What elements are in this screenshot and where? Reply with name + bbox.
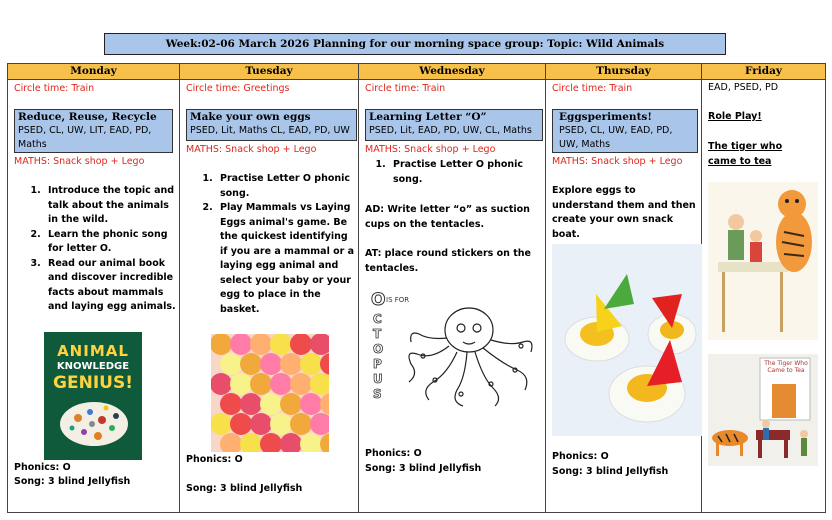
friday-story-title: The tiger who came to tea	[708, 141, 783, 167]
monday-circle-time: Circle time: Train	[14, 83, 95, 94]
thursday-topic-areas: PSED, CL, UW, EAD, PD, UW, Maths	[559, 125, 673, 150]
list-item: 3. Read our animal book and discover incredible facts about mammals and laying egg animals.	[44, 257, 176, 315]
weekly-plan-table	[7, 63, 826, 513]
octopus-letter-o: O	[371, 290, 386, 310]
thursday-topic-title: Eggsperiments!	[559, 111, 652, 123]
monday-song: Song: 3 blind Jellyfish	[14, 476, 131, 487]
book-title-line2: KNOWLEDGE	[56, 361, 130, 372]
monday-activities	[8, 184, 176, 315]
tuesday-column	[180, 64, 359, 512]
book-title-line1: ANIMAL	[57, 342, 129, 360]
thursday-song: Song: 3 blind Jellyfish	[552, 466, 669, 477]
thursday-phonics: Phonics: O	[552, 451, 609, 462]
monday-header: Monday	[8, 64, 179, 80]
wednesday-activities	[353, 158, 539, 187]
wednesday-song: Song: 3 blind Jellyfish	[365, 463, 482, 474]
book-title-line3: GENIUS!	[53, 373, 133, 393]
thursday-header: Thursday	[546, 64, 701, 80]
friday-header: Friday	[702, 64, 825, 80]
thursday-intro: Explore eggs to understand them and then create your own snack boat.	[552, 185, 696, 240]
tiger-book-cover-text: The Tiger Who Came to Tea	[764, 360, 808, 374]
wednesday-circle-time: Circle time: Train	[365, 83, 446, 94]
monday-topic-areas: PSED, CL, UW, LIT, EAD, PD, Maths	[18, 125, 152, 150]
thursday-maths: MATHS: Snack shop + Lego	[552, 156, 683, 167]
octopus-drawing	[371, 290, 541, 412]
tuesday-maths: MATHS: Snack shop + Lego	[186, 144, 317, 155]
wednesday-at: AT: place round stickers on the tentacles.	[365, 248, 531, 274]
wednesday-maths: MATHS: Snack shop + Lego	[365, 144, 496, 155]
monday-column	[8, 64, 180, 512]
wednesday-phonics: Phonics: O	[365, 448, 422, 459]
tuesday-topic-box	[186, 109, 357, 141]
tuesday-activities	[180, 172, 356, 317]
octopus-colouring-sheet	[371, 290, 541, 412]
tuesday-header: Tuesday	[180, 64, 358, 80]
list-item: 1. Practise Letter O phonic song.	[216, 172, 356, 201]
friday-areas: EAD, PSED, PD	[708, 82, 779, 93]
wednesday-topic-title: Learning Letter “O”	[369, 111, 487, 123]
thursday-topic-box	[552, 109, 698, 153]
egg-boats-image	[552, 244, 702, 436]
friday-column	[702, 64, 825, 512]
tiger-tea-party-image	[708, 182, 818, 340]
tuesday-topic-title: Make your own eggs	[190, 111, 311, 123]
ball-pit-image	[211, 334, 329, 452]
thursday-column	[546, 64, 702, 512]
tuesday-phonics: Phonics: O	[186, 454, 243, 465]
animal-knowledge-book-image	[44, 332, 142, 460]
wednesday-header: Wednesday	[359, 64, 545, 80]
wednesday-topic-areas: PSED, Lit, EAD, PD, UW, CL, Maths	[369, 125, 532, 136]
tuesday-circle-time: Circle time: Greetings	[186, 83, 290, 94]
list-item: 1. Introduce the topic and talk about the animals in the wild.	[44, 184, 176, 228]
octopus-word: CTOPUS	[373, 312, 384, 401]
list-item: 1. Practise Letter O phonic song.	[389, 158, 539, 187]
monday-phonics: Phonics: O	[14, 462, 71, 473]
monday-topic-box	[14, 109, 173, 153]
tuesday-topic-areas: PSED, Lit, Maths CL, EAD, PD, UW	[190, 125, 350, 136]
monday-topic-title: Reduce, Reuse, Recycle	[18, 111, 157, 123]
tuesday-song: Song: 3 blind Jellyfish	[186, 483, 303, 494]
list-item: 2. Learn the phonic song for letter O.	[44, 228, 176, 257]
octopus-is-for: IS FOR	[386, 296, 410, 304]
monday-maths: MATHS: Snack shop + Lego	[14, 156, 145, 167]
book-animal-collage	[44, 332, 142, 460]
friday-role-play: Role Play!	[708, 111, 762, 122]
wednesday-column	[359, 64, 546, 512]
list-item: 2. Play Mammals vs Laying Eggs animal's game. Be the quickest identifying if you are a mammal or a laying egg animal and select your baby or your egg to place in the basket.	[216, 201, 356, 317]
wednesday-ad: AD: Write letter “o” as suction cups on the tentacles.	[365, 204, 530, 230]
thursday-circle-time: Circle time: Train	[552, 83, 633, 94]
page-title: Week:02-06 March 2026 Planning for our morning space group: Topic: Wild Animals	[104, 33, 726, 55]
wednesday-topic-box	[365, 109, 543, 141]
